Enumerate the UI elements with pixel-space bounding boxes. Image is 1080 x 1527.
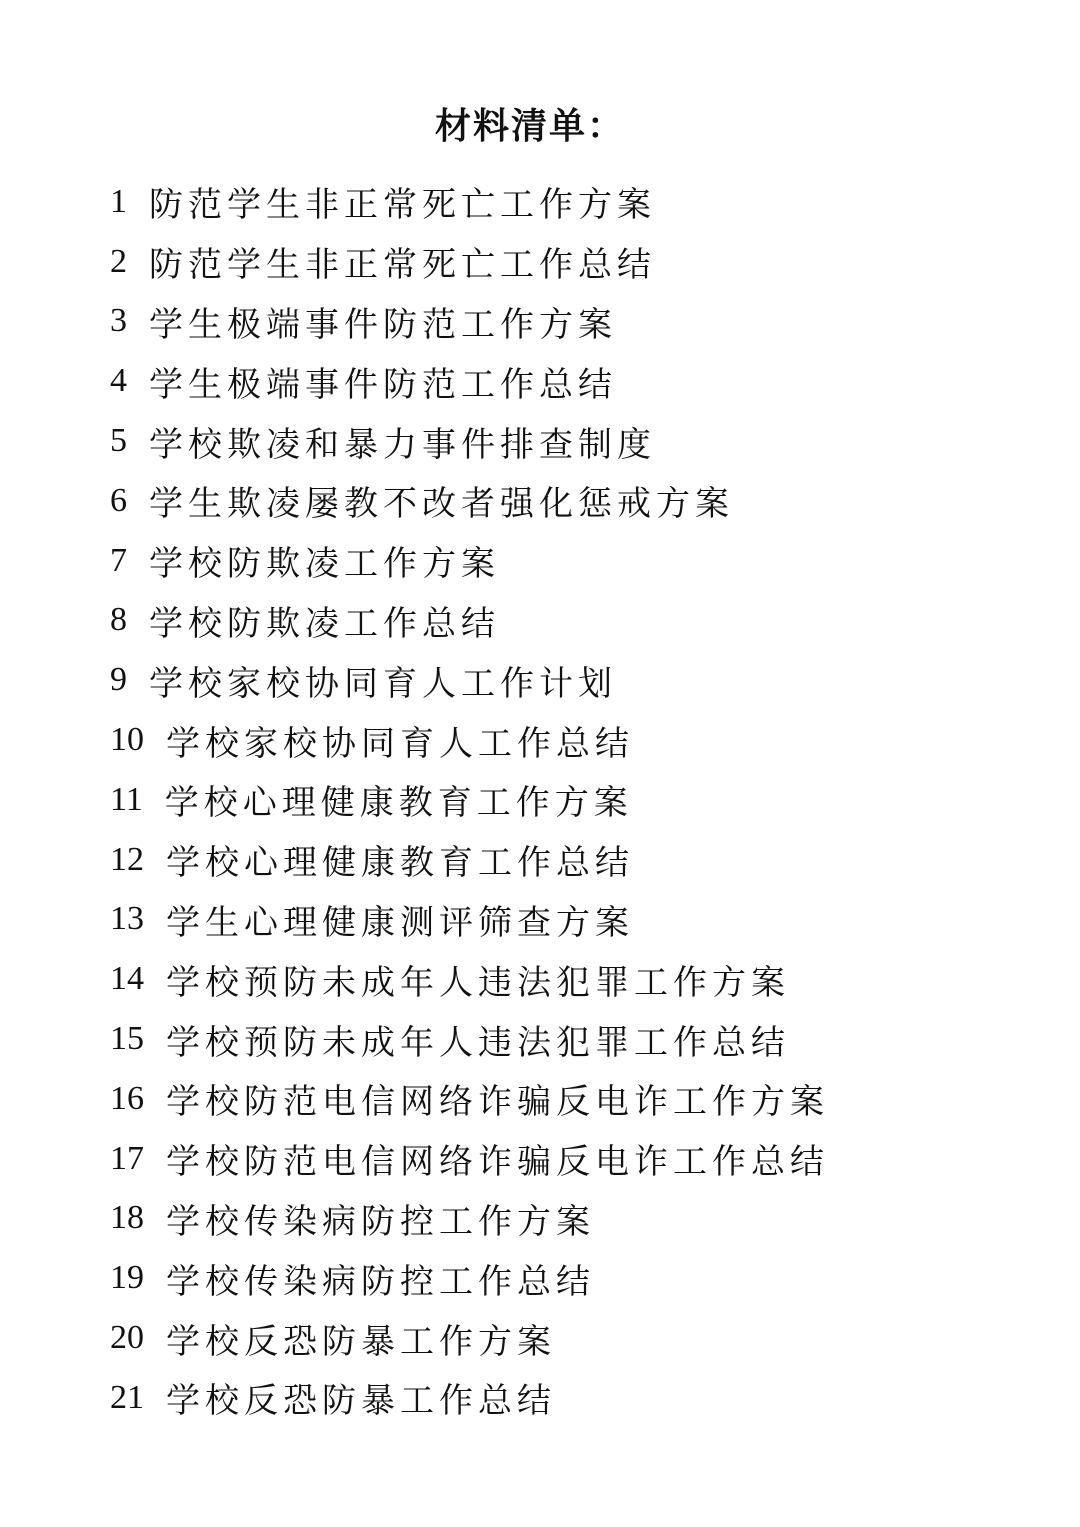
list-item xyxy=(110,531,1060,591)
list-item xyxy=(110,1368,1060,1428)
item-text: 学生极端事件防范工作总结 xyxy=(149,364,617,405)
item-text: 学生极端事件防范工作方案 xyxy=(149,304,617,345)
item-text: 学校防范电信网络诈骗反电诈工作总结 xyxy=(166,1142,829,1183)
list-item xyxy=(110,830,1060,890)
list-item xyxy=(110,351,1060,411)
item-number: 18 xyxy=(110,1199,144,1237)
item-text: 学校心理健康教育工作方案 xyxy=(164,783,633,824)
item-number: 10 xyxy=(110,721,144,759)
list-item xyxy=(110,591,1060,651)
item-text: 学校防欺凌工作方案 xyxy=(149,544,500,585)
list-item xyxy=(110,770,1060,830)
item-text: 学校家校协同育人工作总结 xyxy=(166,723,634,764)
item-text: 学校反恐防暴工作方案 xyxy=(166,1321,556,1362)
item-text: 学校预防未成年人违法犯罪工作总结 xyxy=(166,1022,790,1063)
list-item xyxy=(110,1189,1060,1249)
list-item xyxy=(110,1248,1060,1308)
item-number: 8 xyxy=(110,601,127,639)
item-text: 学校防欺凌工作总结 xyxy=(149,603,500,644)
item-number: 21 xyxy=(110,1378,144,1416)
item-number: 7 xyxy=(110,541,127,579)
list-item xyxy=(110,232,1060,292)
item-text: 学校防范电信网络诈骗反电诈工作方案 xyxy=(166,1082,829,1123)
list-item xyxy=(110,471,1060,531)
item-number: 4 xyxy=(110,362,127,400)
item-number: 2 xyxy=(110,242,127,280)
item-number: 11 xyxy=(110,780,143,818)
item-number: 15 xyxy=(110,1020,144,1058)
item-text: 学生欺凌屡教不改者强化惩戒方案 xyxy=(149,484,734,525)
list-item xyxy=(110,1129,1060,1189)
item-number: 17 xyxy=(110,1139,144,1177)
item-number: 1 xyxy=(110,182,127,220)
item-number: 16 xyxy=(110,1079,144,1117)
list-item xyxy=(110,1308,1060,1368)
list-item xyxy=(110,1069,1060,1129)
item-number: 9 xyxy=(110,661,127,699)
list-item xyxy=(110,710,1060,770)
item-number: 14 xyxy=(110,960,144,998)
item-text: 学校家校协同育人工作计划 xyxy=(149,663,617,704)
item-text: 学校心理健康教育工作总结 xyxy=(166,843,634,884)
item-number: 5 xyxy=(110,422,127,460)
list-item xyxy=(110,890,1060,950)
item-number: 19 xyxy=(110,1259,144,1297)
item-number: 12 xyxy=(110,840,144,878)
item-number: 13 xyxy=(110,900,144,938)
list-item xyxy=(110,1009,1060,1069)
item-text: 防范学生非正常死亡工作总结 xyxy=(149,245,656,286)
item-number: 20 xyxy=(110,1319,144,1357)
list-item xyxy=(110,411,1060,471)
item-text: 学生心理健康测评筛查方案 xyxy=(166,902,634,943)
item-number: 3 xyxy=(110,302,127,340)
list-item xyxy=(110,650,1060,710)
list-item xyxy=(110,949,1060,1009)
item-text: 学校传染病防控工作方案 xyxy=(166,1201,595,1242)
list-item xyxy=(110,292,1060,352)
item-text: 学校预防未成年人违法犯罪工作方案 xyxy=(166,962,790,1003)
materials-list xyxy=(110,172,1060,1428)
item-text: 学校反恐防暴工作总结 xyxy=(166,1381,556,1422)
item-number: 6 xyxy=(110,481,127,519)
item-text: 学校欺凌和暴力事件排查制度 xyxy=(149,424,656,465)
item-text: 学校传染病防控工作总结 xyxy=(166,1261,595,1302)
page-title: 材料清单： xyxy=(434,105,625,147)
list-item xyxy=(110,172,1060,232)
item-text: 防范学生非正常死亡工作方案 xyxy=(149,185,656,226)
